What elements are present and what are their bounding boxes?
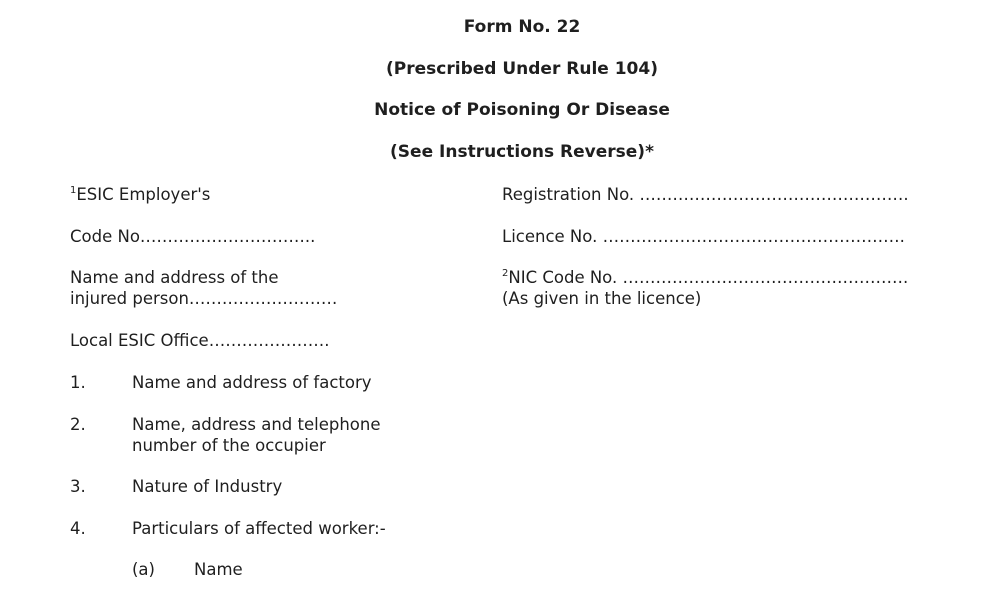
form-number: Form No. 22 bbox=[463, 17, 581, 37]
item-number: 2. bbox=[70, 415, 86, 434]
subitem-text: Name bbox=[194, 560, 243, 579]
form-title: Notice of Poisoning Or Disease bbox=[374, 100, 670, 120]
footnote-marker-2: 2 bbox=[502, 268, 509, 279]
esic-employer-label bbox=[70, 184, 210, 205]
item-text: Nature of Industry bbox=[132, 477, 283, 496]
item-text-continued: number of the occupier bbox=[132, 436, 326, 455]
nic-code-text: NIC Code No. ……………………………………………. bbox=[508, 268, 909, 287]
footnote-marker-1: 1 bbox=[70, 185, 77, 196]
item-text: Name and address of factory bbox=[132, 373, 372, 392]
item-text: Name, address and telephone bbox=[132, 415, 381, 434]
subitem-label: (a) bbox=[132, 560, 155, 579]
item-number: 1. bbox=[70, 373, 86, 392]
injured-person-label-line2: injured person……………………… bbox=[70, 289, 338, 308]
esic-employer-text: ESIC Employer's bbox=[76, 185, 211, 204]
injured-person-label-line1: Name and address of the bbox=[70, 268, 279, 287]
registration-no-field: Registration No. …………………………………………. bbox=[502, 185, 909, 204]
licence-no-field: Licence No. ………………………………………………. bbox=[502, 227, 905, 246]
item-number: 4. bbox=[70, 519, 86, 538]
instructions-note: (See Instructions Reverse)* bbox=[390, 142, 654, 162]
item-number: 3. bbox=[70, 477, 86, 496]
code-no-field: Code No………………………….. bbox=[70, 227, 316, 246]
local-esic-office-field: Local ESIC Office…………………. bbox=[70, 331, 330, 350]
prescribed-rule: (Prescribed Under Rule 104) bbox=[386, 59, 658, 79]
nic-code-note: (As given in the licence) bbox=[502, 289, 702, 308]
item-text: Particulars of affected worker:- bbox=[132, 519, 386, 538]
nic-code-field bbox=[502, 267, 908, 288]
